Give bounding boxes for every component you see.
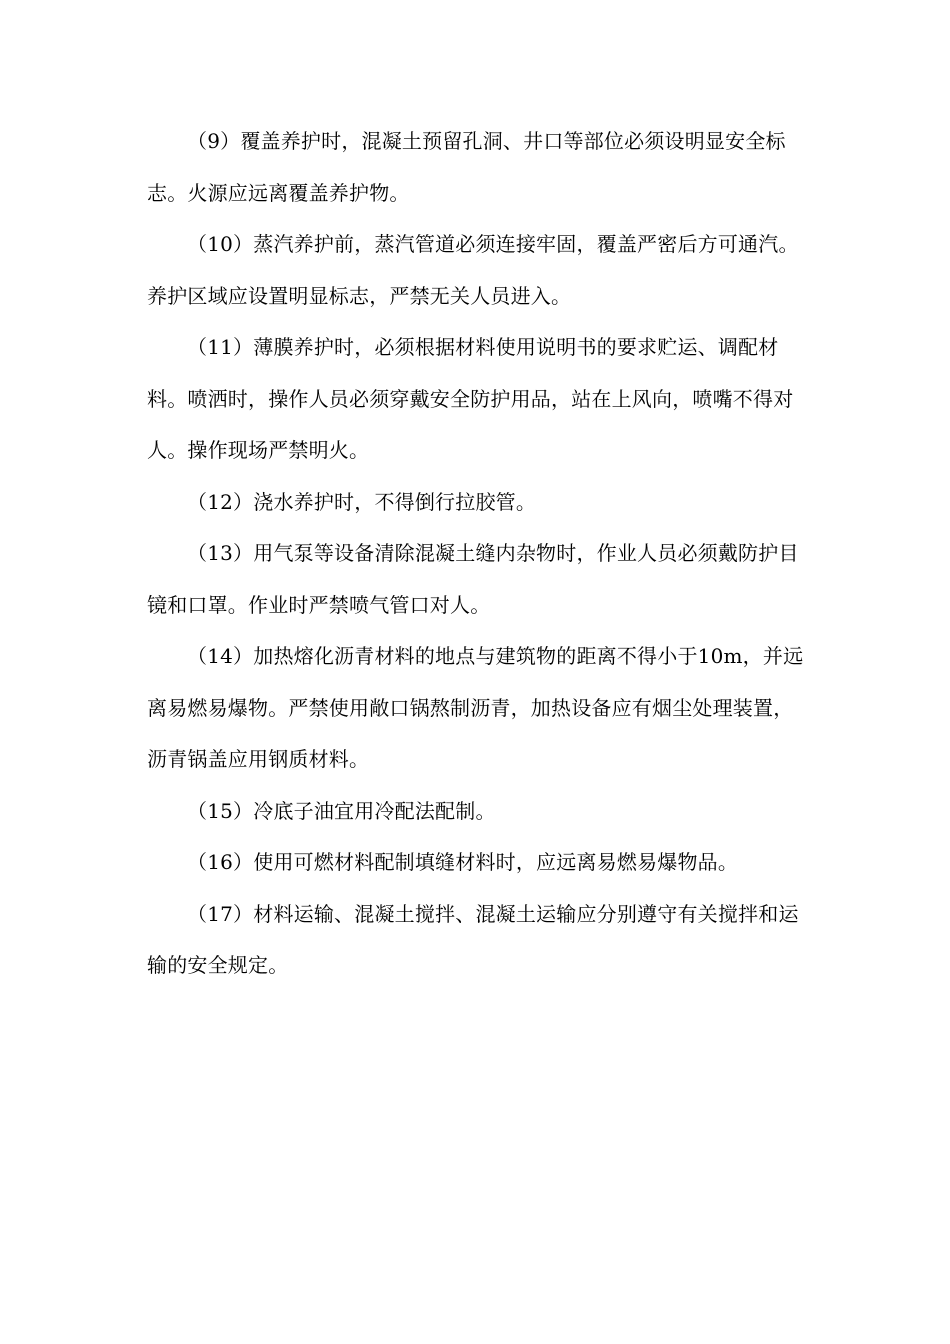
paragraph-10: （10）蒸汽养护前，蒸汽管道必须连接牢固，覆盖严密后方可通汽。养护区域应设置明显标志，严禁无关人员进入。 [147, 232, 799, 308]
paragraph-9: （9）覆盖养护时，混凝土预留孔洞、井口等部位必须设明显安全标志。火源应远离覆盖养护物。 [147, 129, 786, 205]
document-body [147, 116, 807, 992]
paragraph-15: （15）冷底子油宜用冷配法配制。 [187, 798, 496, 823]
paragraph-13: （13）用气泵等设备清除混凝土缝内杂物时，作业人员必须戴防护目镜和口罩。作业时严禁喷气管口对人。 [147, 541, 799, 617]
paragraph-14: （14）加热熔化沥青材料的地点与建筑物的距离不得小于10m，并远离易燃易爆物。严禁使用敞口锅熬制沥青，加热设备应有烟尘处理装置，沥青锅盖应用钢质材料。 [147, 644, 804, 771]
paragraph-17: （17）材料运输、混凝土搅拌、混凝土运输应分别遵守有关搅拌和运输的安全规定。 [147, 901, 799, 977]
paragraph-11: （11）薄膜养护时，必须根据材料使用说明书的要求贮运、调配材料。喷洒时，操作人员必须穿戴安全防护用品，站在上风向，喷嘴不得对人。操作现场严禁明火。 [147, 335, 794, 462]
paragraph-16: （16）使用可燃材料配制填缝材料时，应远离易燃易爆物品。 [187, 850, 739, 874]
paragraph-12: （12）浇水养护时，不得倒行拉胶管。 [187, 489, 537, 514]
